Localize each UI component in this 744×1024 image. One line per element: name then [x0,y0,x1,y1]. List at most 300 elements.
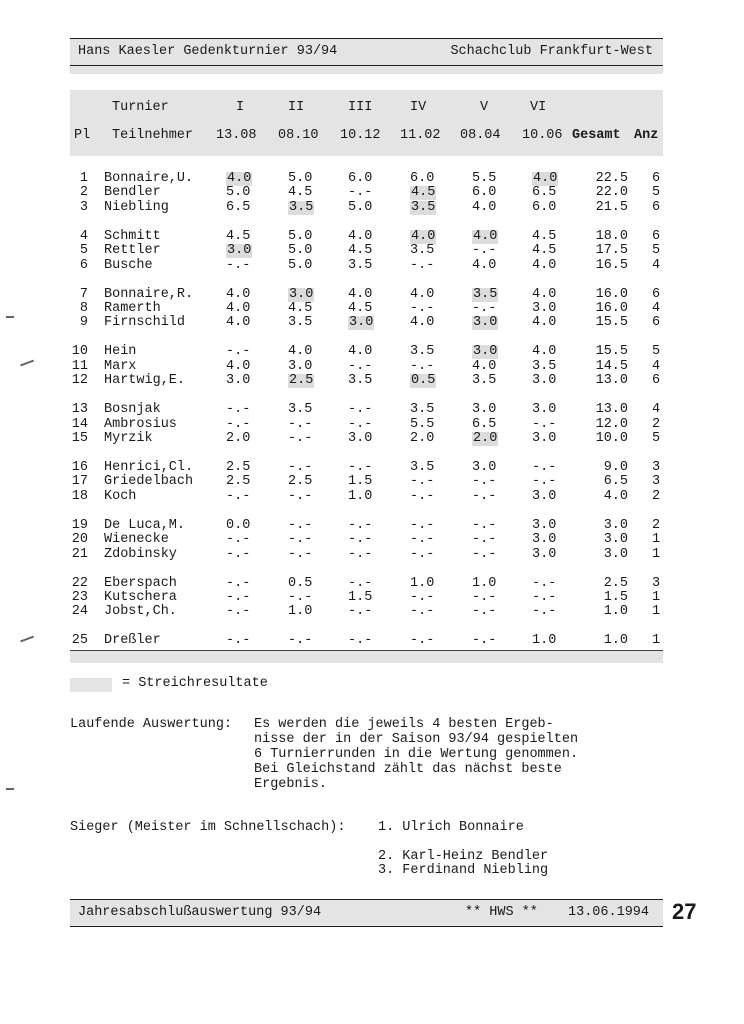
result-cell: -.- [288,416,313,432]
table-row [0,186,744,200]
result-cell: 4.0 [348,344,373,360]
table-row [0,172,744,186]
result-cell: -.- [288,431,313,446]
result-cell: -.- [532,604,557,620]
result-cell: 4.0 [532,257,557,273]
result-cell: -.- [410,546,435,562]
result-cell: -.- [472,532,497,548]
col-date-1: 13.08 [216,128,257,143]
result-cell: 3.0 [532,373,557,389]
result-cell: 3.0 [532,546,557,562]
col-round-2: II [288,100,305,115]
count-cell: 3 [652,460,661,475]
player-name: Bonnaire,R. [104,286,194,302]
total-cell: 3.0 [603,546,628,562]
result-cell: 1.5 [348,590,373,605]
result-cell: 0.5 [288,575,313,591]
dropped-result-cell: 3.0 [473,344,498,360]
total-cell: 22.0 [595,185,628,201]
count-cell: 1 [652,532,661,548]
result-cell: 1.0 [288,604,313,620]
result-cell: 4.0 [226,358,251,374]
table-row [0,288,744,302]
footer-title: Jahresabschlußauswertung 93/94 [78,905,322,920]
player-name: Eberspach [104,575,177,591]
player-name: Koch [104,488,137,504]
result-cell: 3.5 [410,460,435,475]
player-name: Schmitt [104,228,161,244]
total-cell: 13.0 [595,402,628,418]
result-cell: 3.0 [532,517,557,533]
rank-cell: 1 [79,171,88,186]
result-cell: 3.0 [472,460,497,475]
dropped-result-cell: 0.5 [411,373,436,389]
result-cell: 4.5 [226,228,251,244]
rank-cell: 4 [79,228,88,244]
result-cell: -.- [410,604,435,620]
result-cell: 3.0 [532,431,557,446]
result-cell: -.- [472,633,497,649]
col-date-6: 10.06 [522,128,563,143]
result-cell: -.- [226,402,251,418]
result-cell: 4.5 [348,301,373,316]
result-cell: 5.0 [288,228,313,244]
result-cell: -.- [410,301,435,316]
table-row [0,577,744,591]
player-name: Hein [104,344,137,360]
col-turnier: Turnier [112,100,169,115]
notes-line: nisse der in der Saison 93/94 gespielten [254,732,579,747]
result-cell: -.- [348,358,373,374]
result-cell: 4.5 [532,228,557,244]
result-cell: -.- [472,301,497,316]
dropped-result-cell: 3.0 [289,286,314,302]
count-cell: 5 [652,344,661,360]
result-cell: 2.0 [410,431,435,446]
count-cell: 4 [652,402,661,418]
result-cell: 4.0 [288,344,313,360]
result-cell: 4.5 [288,185,313,201]
result-cell: 4.0 [410,315,435,331]
result-cell: -.- [288,546,313,562]
total-cell: 2.5 [603,575,628,591]
total-cell: 22.5 [595,171,628,186]
rank-cell: 11 [71,358,88,374]
result-cell: 3.0 [532,532,557,548]
result-cell: 3.5 [472,373,497,389]
result-cell: 6.5 [226,199,251,215]
result-cell: 3.0 [226,373,251,389]
result-cell: -.- [410,358,435,374]
count-cell: 6 [652,315,661,331]
result-cell: -.- [410,590,435,605]
result-cell: 3.5 [348,373,373,389]
col-date-5: 08.04 [460,128,501,143]
result-cell: -.- [410,517,435,533]
result-cell: 5.0 [288,243,313,259]
table-row [0,461,744,475]
result-cell: -.- [226,416,251,432]
total-cell: 10.0 [595,431,628,446]
result-cell: 4.0 [472,199,497,215]
total-cell: 14.5 [595,358,628,374]
table-row [0,374,744,388]
result-cell: 4.0 [472,358,497,374]
result-cell: 3.0 [532,402,557,418]
result-cell: 4.0 [472,257,497,273]
result-cell: 4.0 [226,301,251,316]
result-cell: -.- [348,185,373,201]
result-cell: -.- [410,257,435,273]
rank-cell: 24 [71,604,88,620]
result-cell: -.- [348,604,373,620]
result-cell: 1.0 [410,575,435,591]
result-cell: 6.0 [532,199,557,215]
footer-band [70,899,663,927]
dropped-result-cell: 3.0 [349,315,374,331]
total-cell: 16.0 [595,301,628,316]
dropped-result-cell: 3.5 [473,286,498,302]
dropped-result-cell: 4.0 [411,228,436,244]
header-divider [70,66,663,74]
result-cell: -.- [472,604,497,620]
result-cell: 4.0 [226,315,251,331]
rank-cell: 19 [71,517,88,533]
result-cell: 4.5 [348,243,373,259]
rank-cell: 18 [71,488,88,504]
total-cell: 1.0 [603,604,628,620]
result-cell: 6.0 [348,171,373,186]
count-cell: 5 [652,431,661,446]
notes-line: Bei Gleichstand zählt das nächst beste [254,762,562,777]
total-cell: 17.5 [595,243,628,259]
result-cell: -.- [348,460,373,475]
player-name: Henrici,Cl. [104,460,194,475]
result-cell: -.- [472,546,497,562]
rank-cell: 8 [79,301,88,316]
dropped-result-cell: 3.5 [289,199,314,215]
rank-cell: 15 [71,431,88,446]
result-cell: -.- [348,532,373,548]
total-cell: 18.0 [595,228,628,244]
player-name: Myrzik [104,431,153,446]
result-cell: 5.0 [288,171,313,186]
result-cell: -.- [348,575,373,591]
total-cell: 4.0 [603,488,628,504]
result-cell: -.- [532,474,557,490]
result-cell: -.- [410,474,435,490]
dropped-result-cell: 4.0 [533,171,558,186]
col-date-2: 08.10 [278,128,319,143]
winner-1: 1. Ulrich Bonnaire [378,820,524,835]
result-cell: 1.0 [348,488,373,504]
result-cell: 5.0 [226,185,251,201]
player-name: Kutschera [104,590,177,605]
player-name: Bonnaire,U. [104,171,194,186]
legend-text: = Streichresultate [122,676,268,691]
total-cell: 13.0 [595,373,628,389]
result-cell: 2.5 [288,474,313,490]
result-cell: 2.5 [226,460,251,475]
result-cell: 5.0 [288,257,313,273]
result-cell: -.- [288,488,313,504]
result-cell: -.- [288,517,313,533]
table-row [0,519,744,533]
result-cell: -.- [472,474,497,490]
result-cell: 3.5 [348,257,373,273]
dropped-result-cell: 3.0 [227,243,252,259]
count-cell: 6 [652,171,661,186]
result-cell: 4.5 [288,301,313,316]
player-name: Griedelbach [104,474,194,490]
result-cell: 2.5 [226,474,251,490]
result-cell: 3.5 [410,402,435,418]
col-round-4: IV [410,100,427,115]
rank-cell: 13 [71,402,88,418]
count-cell: 2 [652,517,661,533]
result-cell: -.- [410,633,435,649]
result-cell: -.- [410,488,435,504]
count-cell: 1 [652,633,661,649]
dropped-result-cell: 2.5 [289,373,314,389]
result-cell: 1.5 [348,474,373,490]
result-cell: 6.0 [410,171,435,186]
dropped-result-cell: 4.0 [227,171,252,186]
player-name: Hartwig,E. [104,373,186,389]
notes-line: Ergebnis. [254,777,327,792]
total-cell: 3.0 [603,532,628,548]
result-cell: 3.0 [532,301,557,316]
result-cell: 4.0 [532,344,557,360]
rank-cell: 14 [71,416,88,432]
result-cell: 3.5 [410,243,435,259]
table-row [0,634,744,648]
player-name: Dreßler [104,633,161,649]
rank-cell: 2 [79,185,88,201]
total-cell: 16.0 [595,286,628,302]
count-cell: 6 [652,228,661,244]
result-cell: -.- [348,633,373,649]
col-pl: Pl [74,128,91,143]
player-name: Busche [104,257,153,273]
winners-label: Sieger (Meister im Schnellschach): [70,820,346,835]
player-name: Marx [104,358,137,374]
dropped-result-cell: 4.5 [411,185,436,201]
table-row [0,403,744,417]
total-cell: 6.5 [603,474,628,490]
table-row [0,432,744,446]
result-cell: -.- [226,633,251,649]
table-row [0,591,744,605]
table-row [0,475,744,489]
notes-line: Es werden die jeweils 4 besten Ergeb- [254,717,554,732]
col-date-3: 10.12 [340,128,381,143]
col-teilnehmer: Teilnehmer [112,128,194,143]
margin-mark [6,316,14,318]
table-row [0,360,744,374]
result-cell: 6.0 [472,185,497,201]
header-title: Hans Kaesler Gedenkturnier 93/94 [78,44,338,59]
count-cell: 6 [652,286,661,302]
table-row [0,533,744,547]
header-club: Schachclub Frankfurt-West [450,44,653,59]
result-cell: -.- [226,257,251,273]
rank-cell: 5 [79,243,88,259]
col-round-6: VI [530,100,547,115]
rank-cell: 23 [71,590,88,605]
player-name: Niebling [104,199,169,215]
count-cell: 4 [652,257,661,273]
rank-cell: 12 [71,373,88,389]
count-cell: 6 [652,373,661,389]
rank-cell: 9 [79,315,88,331]
result-cell: -.- [226,344,251,360]
rank-cell: 16 [71,460,88,475]
table-row [0,345,744,359]
result-cell: 4.0 [226,286,251,302]
player-name: Ramerth [104,301,161,316]
result-cell: -.- [288,460,313,475]
dropped-result-cell: 4.0 [473,228,498,244]
count-cell: 6 [652,199,661,215]
rank-cell: 6 [79,257,88,273]
notes-line: 6 Turnierrunden in die Wertung genommen. [254,747,579,762]
header-band [70,38,663,66]
result-cell: -.- [532,460,557,475]
result-cell: -.- [288,590,313,605]
table-row [0,418,744,432]
result-cell: 3.0 [348,431,373,446]
result-cell: 4.0 [410,286,435,302]
result-cell: 4.0 [532,315,557,331]
rank-cell: 21 [71,546,88,562]
winner-3: 3. Ferdinand Niebling [378,863,549,878]
count-cell: 1 [652,590,661,605]
count-cell: 5 [652,185,661,201]
result-cell: 3.5 [532,358,557,374]
result-cell: 1.0 [472,575,497,591]
result-cell: -.- [348,546,373,562]
count-cell: 1 [652,604,661,620]
result-cell: -.- [348,402,373,418]
player-name: Wienecke [104,532,169,548]
table-row [0,605,744,619]
result-cell: -.- [288,532,313,548]
footer-date: 13.06.1994 [568,905,650,920]
player-name: Zdobinsky [104,546,177,562]
total-cell: 1.0 [603,633,628,649]
result-cell: -.- [348,416,373,432]
total-cell: 15.5 [595,315,628,331]
col-anz: Anz [634,128,659,143]
rank-cell: 20 [71,532,88,548]
dropped-result-cell: 3.0 [473,315,498,331]
result-cell: 3.5 [410,344,435,360]
total-cell: 9.0 [603,460,628,475]
result-cell: 1.0 [532,633,557,649]
total-cell: 15.5 [595,344,628,360]
result-cell: -.- [472,488,497,504]
result-cell: 4.0 [348,228,373,244]
player-name: De Luca,M. [104,517,186,533]
count-cell: 4 [652,358,661,374]
result-cell: 3.0 [472,402,497,418]
result-cell: 5.0 [348,199,373,215]
result-cell: -.- [348,517,373,533]
result-cell: -.- [226,488,251,504]
result-cell: -.- [472,243,497,259]
player-name: Ambrosius [104,416,177,432]
col-round-3: III [348,100,373,115]
rank-cell: 10 [71,344,88,360]
total-cell: 21.5 [595,199,628,215]
table-row [0,302,744,316]
col-gesamt: Gesamt [572,128,621,143]
result-cell: 3.0 [532,488,557,504]
result-cell: -.- [532,575,557,591]
total-cell: 12.0 [595,416,628,432]
rank-cell: 25 [71,633,88,649]
result-cell: 3.5 [288,315,313,331]
player-name: Rettler [104,243,161,259]
table-header [70,90,663,156]
result-cell: -.- [288,633,313,649]
winner-2: 2. Karl-Heinz Bendler [378,849,549,864]
count-cell: 1 [652,546,661,562]
footer-initials: ** HWS ** [465,905,538,920]
result-cell: 3.5 [288,402,313,418]
count-cell: 5 [652,243,661,259]
count-cell: 2 [652,416,661,432]
table-row [0,316,744,330]
result-cell: 4.0 [532,286,557,302]
margin-mark [6,788,14,790]
count-cell: 3 [652,575,661,591]
result-cell: 0.0 [226,517,251,533]
player-name: Bosnjak [104,402,161,418]
player-name: Firnschild [104,315,186,331]
rank-cell: 17 [71,474,88,490]
result-cell: -.- [226,590,251,605]
count-cell: 2 [652,488,661,504]
table-row [0,548,744,562]
notes-label: Laufende Auswertung: [70,717,233,732]
result-cell: -.- [410,532,435,548]
table-footer-band [70,650,663,663]
dropped-result-cell: 3.5 [411,199,436,215]
table-row [0,490,744,504]
col-date-4: 11.02 [400,128,441,143]
result-cell: -.- [226,575,251,591]
result-cell: 4.0 [348,286,373,302]
total-cell: 16.5 [595,257,628,273]
col-round-5: V [480,100,489,115]
table-row [0,259,744,273]
result-cell: 3.0 [288,358,313,374]
result-cell: 6.5 [532,185,557,201]
result-cell: -.- [226,604,251,620]
table-row [0,230,744,244]
rank-cell: 3 [79,199,88,215]
result-cell: -.- [532,416,557,432]
result-cell: 4.5 [532,243,557,259]
dropped-result-cell: 2.0 [473,431,498,446]
total-cell: 3.0 [603,517,628,533]
result-cell: -.- [226,532,251,548]
col-round-1: I [236,100,245,115]
result-cell: -.- [472,590,497,605]
result-cell: -.- [532,590,557,605]
